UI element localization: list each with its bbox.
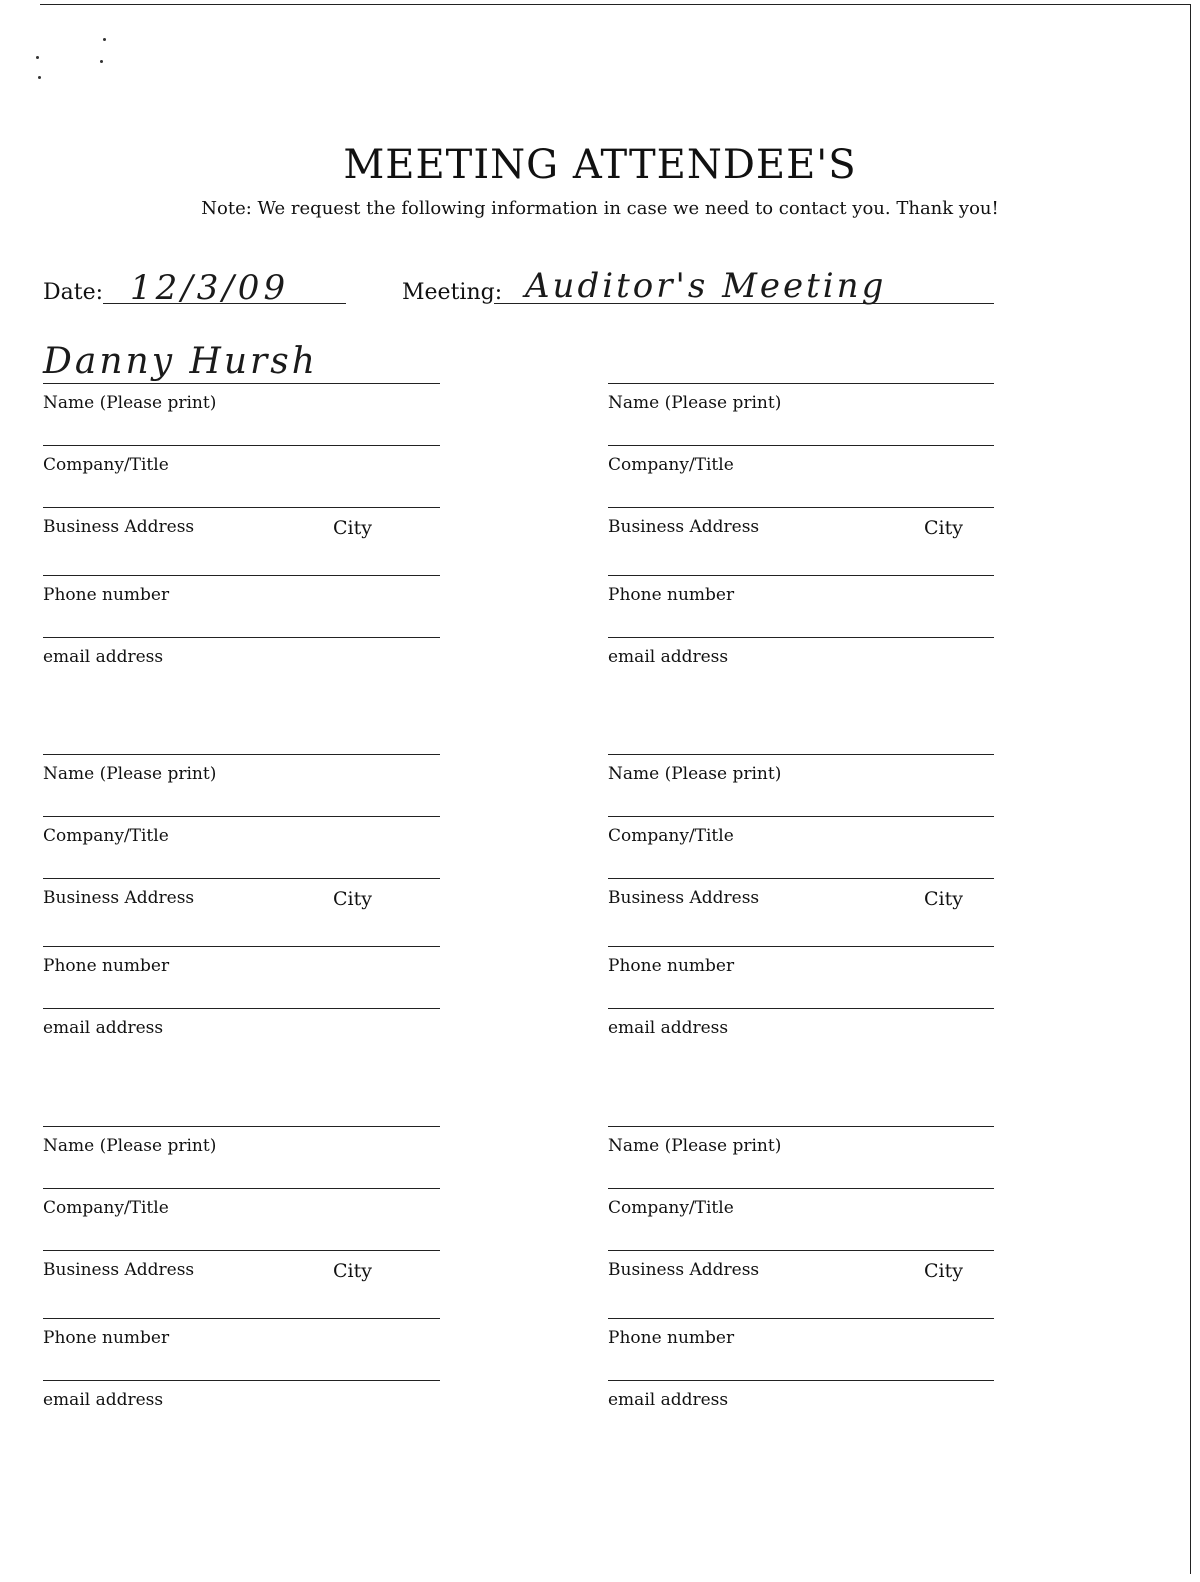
name-entry-line[interactable] — [43, 754, 440, 755]
city-label: City — [924, 1260, 963, 1282]
phone-label: Phone number — [608, 585, 735, 605]
name-entry-line[interactable] — [43, 383, 440, 384]
city-label: City — [333, 1260, 372, 1282]
city-label: City — [924, 517, 963, 539]
email-label: email address — [608, 647, 729, 667]
address-label: Business Address — [43, 517, 195, 537]
company-label: Company/Title — [608, 455, 734, 475]
phone-entry-line[interactable] — [43, 946, 440, 947]
name-label: Name (Please print) — [608, 764, 782, 784]
phone-entry-line[interactable] — [608, 1318, 994, 1319]
phone-label: Phone number — [43, 956, 170, 976]
phone-entry-line[interactable] — [43, 575, 440, 576]
company-entry-line[interactable] — [608, 1188, 994, 1189]
name-entry-line[interactable] — [608, 1126, 994, 1127]
name-entry-line[interactable] — [608, 383, 994, 384]
phone-entry-line[interactable] — [608, 946, 994, 947]
address-entry-line[interactable] — [608, 507, 994, 508]
page-border-right — [1190, 4, 1191, 1574]
email-label: email address — [608, 1018, 729, 1038]
name-label: Name (Please print) — [43, 1136, 217, 1156]
phone-label: Phone number — [43, 1328, 170, 1348]
email-label: email address — [43, 647, 164, 667]
name-label: Name (Please print) — [43, 764, 217, 784]
city-label: City — [924, 888, 963, 910]
email-label: email address — [43, 1390, 164, 1410]
address-entry-line[interactable] — [43, 1250, 440, 1251]
address-entry-line[interactable] — [43, 507, 440, 508]
name-handwritten[interactable]: Danny Hursh — [43, 341, 318, 382]
address-label: Business Address — [43, 888, 195, 908]
address-label: Business Address — [608, 888, 760, 908]
address-label: Business Address — [608, 517, 760, 537]
name-label: Name (Please print) — [43, 393, 217, 413]
scan-speck — [36, 56, 39, 59]
company-entry-line[interactable] — [43, 816, 440, 817]
phone-label: Phone number — [608, 956, 735, 976]
company-label: Company/Title — [608, 826, 734, 846]
company-label: Company/Title — [43, 455, 169, 475]
phone-label: Phone number — [608, 1328, 735, 1348]
company-label: Company/Title — [43, 826, 169, 846]
address-label: Business Address — [608, 1260, 760, 1280]
city-label: City — [333, 888, 372, 910]
email-entry-line[interactable] — [608, 1380, 994, 1381]
phone-entry-line[interactable] — [608, 575, 994, 576]
email-entry-line[interactable] — [43, 1380, 440, 1381]
company-label: Company/Title — [608, 1198, 734, 1218]
email-label: email address — [608, 1390, 729, 1410]
meeting-handwritten[interactable]: Auditor's Meeting — [525, 266, 887, 306]
address-entry-line[interactable] — [43, 878, 440, 879]
meeting-label: Meeting: — [402, 280, 503, 305]
date-label: Date: — [43, 280, 104, 305]
city-label: City — [333, 517, 372, 539]
address-label: Business Address — [43, 1260, 195, 1280]
email-entry-line[interactable] — [43, 1008, 440, 1009]
email-entry-line[interactable] — [608, 637, 994, 638]
form-note: Note: We request the following information in case we need to contact you. Thank you! — [201, 198, 999, 219]
address-entry-line[interactable] — [608, 1250, 994, 1251]
company-entry-line[interactable] — [608, 816, 994, 817]
email-label: email address — [43, 1018, 164, 1038]
company-entry-line[interactable] — [43, 445, 440, 446]
scan-speck — [103, 38, 106, 41]
company-entry-line[interactable] — [43, 1188, 440, 1189]
scan-speck — [100, 60, 103, 63]
page-border-top — [40, 4, 1190, 5]
address-entry-line[interactable] — [608, 878, 994, 879]
phone-label: Phone number — [43, 585, 170, 605]
phone-entry-line[interactable] — [43, 1318, 440, 1319]
name-entry-line[interactable] — [608, 754, 994, 755]
scan-speck — [38, 76, 41, 79]
name-label: Name (Please print) — [608, 393, 782, 413]
email-entry-line[interactable] — [608, 1008, 994, 1009]
name-entry-line[interactable] — [43, 1126, 440, 1127]
company-label: Company/Title — [43, 1198, 169, 1218]
form-title: MEETING ATTENDEE'S — [343, 142, 857, 188]
email-entry-line[interactable] — [43, 637, 440, 638]
date-handwritten[interactable]: 12/3/09 — [130, 268, 290, 308]
name-label: Name (Please print) — [608, 1136, 782, 1156]
company-entry-line[interactable] — [608, 445, 994, 446]
